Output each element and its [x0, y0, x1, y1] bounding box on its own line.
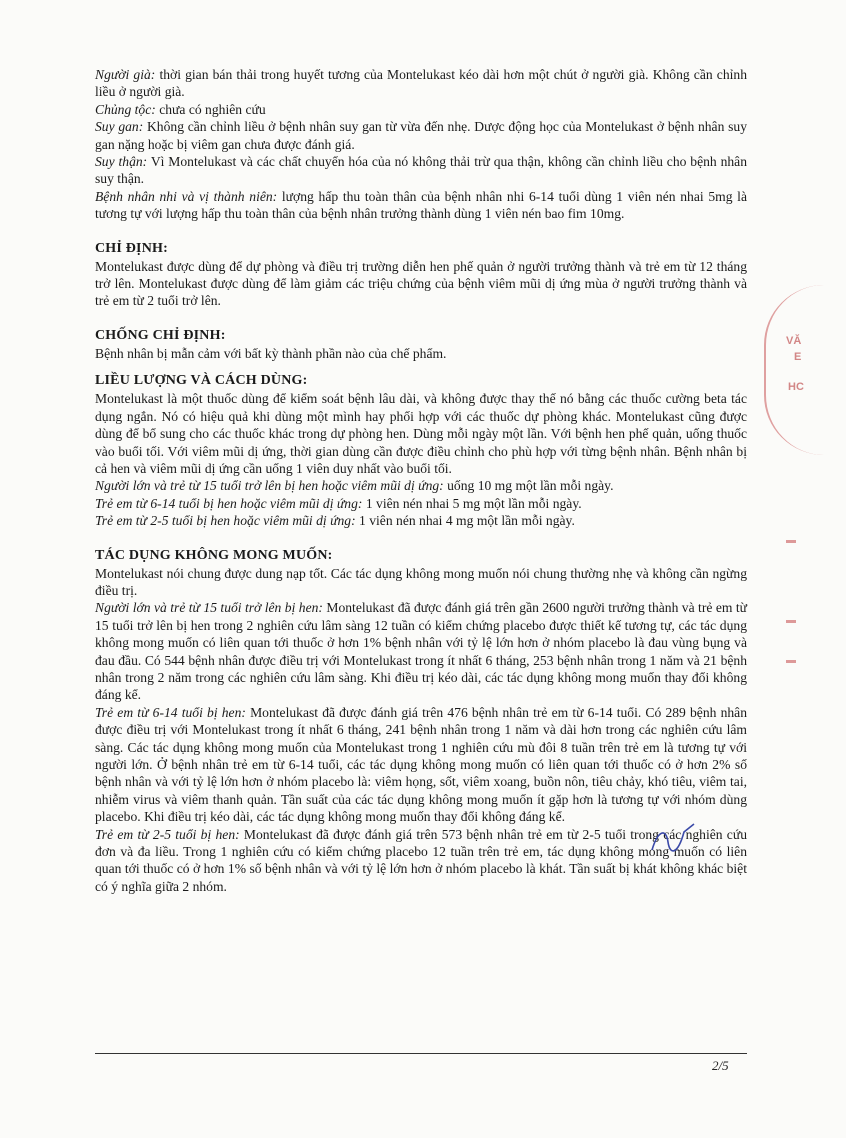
section-dosage — [95, 372, 747, 529]
section-special-populations — [95, 66, 747, 223]
paragraph-text: thời gian bán thải trong huyết tương của Montelukast kéo dài hơn một chút ở người già. Không cần chỉnh liều ở người già. — [95, 67, 747, 100]
dose-text: 1 viên nén nhai 4 mg một lần mỗi ngày. — [355, 513, 575, 529]
spacer — [95, 530, 747, 547]
section-heading: CHỐNG CHỈ ĐỊNH: — [95, 327, 226, 343]
dose-item — [95, 477, 747, 494]
edge-mark — [786, 660, 796, 663]
paragraph-elderly — [95, 66, 747, 101]
spacer — [95, 362, 747, 372]
paragraph-text: chưa có nghiên cứu — [155, 101, 266, 117]
paragraph-renal — [95, 153, 747, 188]
edge-mark — [786, 620, 796, 623]
group-text: Montelukast đã được đánh giá trên 573 bệnh nhân trẻ em từ 2-5 tuổi trong các nghiên cứu đơn và đa liều. Trong 1 nghiên cứu có kiểm chứng placebo 12 tuần trên trẻ em, tác dụng không mong muốn có liên quan tới thuốc có ở hơn 1% số bệnh nhân và với tỷ lệ lớn hơn ở nhóm placebo là khát. Tần suất bị khát không khác biệt có ý nghĩa giữa 2 nhóm. — [95, 826, 748, 894]
section-text: Bệnh nhân bị mẫn cảm với bất kỳ thành phần nào của chế phẩm. — [95, 345, 447, 361]
group-text: Montelukast đã được đánh giá trên 476 bệnh nhân trẻ em từ 6-14 tuổi. Có 289 bệnh nhân được điều trị với Montelukast trong ít nhất 6 tháng, 241 bệnh nhân trong 1 năm và dài hơn trong các nghiên cứu lâm sàng. Các tác dụng không mong muốn của Montelukast trong 1 nghiên cứu mù đôi 8 tuần trên trẻ em là tương tự với người lớn. Ở bệnh nhân trẻ em từ 6-14 tuổi, các tác dụng không mong muốn có liên quan tới thuốc có ở hơn 2% số bệnh nhân và với tỷ lệ lớn hơn ở nhóm placebo là: viêm họng, sốt, viêm xoang, buồn nôn, tiêu chảy, khó tiêu, viêm tai, nhiễm virus và viêm thanh quản. Tần suất của các tác dụng không mong muốn ít gặp hơn là tương tự với nhóm dùng placebo. Khi điều trị kéo dài, các tác dụng không mong muốn thay đổi không đáng kể. — [95, 704, 747, 825]
lead-label: Trẻ em từ 6-14 tuổi bị hen: — [95, 704, 246, 720]
lead-label: Trẻ em từ 2-5 tuổi bị hen hoặc viêm mũi dị ứng: — [95, 513, 356, 529]
pen-mark-icon — [648, 820, 698, 860]
stamp-text: E — [794, 351, 802, 363]
lead-label: Người già: — [95, 67, 156, 82]
dose-text: uống 10 mg một lần mỗi ngày. — [443, 478, 614, 494]
lead-label: Người lớn và trẻ từ 15 tuổi trở lên bị hen hoặc viêm mũi dị ứng: — [95, 478, 444, 494]
paragraph-text: Vì Montelukast và các chất chuyển hóa của nó không thải trừ qua thận, không cần chỉnh liều cho bệnh nhân suy thận. — [95, 154, 747, 187]
paragraph-pediatric — [95, 188, 747, 223]
spacer — [95, 223, 747, 240]
lead-label: Bệnh nhân nhi và vị thành niên: — [95, 188, 278, 204]
lead-label: Suy thận: — [95, 154, 148, 170]
lead-label: Chủng tộc: — [95, 101, 156, 117]
document-body — [95, 66, 747, 895]
adverse-group — [95, 704, 747, 826]
section-heading: TÁC DỤNG KHÔNG MONG MUỐN: — [95, 547, 333, 563]
section-contraindications — [95, 327, 747, 362]
paragraph-race — [95, 101, 747, 118]
dose-item — [95, 495, 747, 512]
paragraph-hepatic — [95, 118, 747, 153]
stamp-text: VĂ — [786, 335, 802, 347]
page-number: 2/5 — [712, 1058, 729, 1073]
lead-label: Trẻ em từ 2-5 tuổi bị hen: — [95, 826, 240, 842]
section-heading: LIỀU LƯỢNG VÀ CÁCH DÙNG: — [95, 373, 308, 389]
section-heading: CHỈ ĐỊNH: — [95, 240, 168, 256]
spacer — [95, 310, 747, 327]
edge-mark — [786, 540, 796, 543]
lead-label: Người lớn và trẻ từ 15 tuổi trở lên bị hen: — [95, 600, 323, 616]
dose-text: 1 viên nén nhai 5 mg một lần mỗi ngày. — [362, 495, 582, 511]
paragraph-text: lượng hấp thu toàn thân của bệnh nhân nhi 6-14 tuổi dùng 1 viên nén nhai 5mg là tương tự với lượng hấp thu toàn thân của bệnh nhân trưởng thành dùng 1 viên nén bao fim 10mg. — [95, 188, 747, 222]
stamp-text: HC — [788, 381, 804, 393]
section-indications — [95, 240, 747, 310]
stamp-seal — [764, 285, 846, 455]
section-text: Montelukast được dùng để dự phòng và điều trị trường diễn hen phế quản ở người trưởng thành và trẻ em từ 12 tháng trở lên. Montelukast được dùng để làm giảm các triệu chứng của bệnh viêm mũi dị ứng mùa ở người trưởng thành và trẻ em từ 2 tuổi trở lên. — [95, 258, 747, 309]
dose-item — [95, 512, 747, 529]
section-text: Montelukast nói chung được dung nạp tốt. Các tác dụng không mong muốn nói chung thường nhẹ và không cần ngừng điều trị. — [95, 565, 747, 598]
paragraph-text: Không cần chỉnh liều ở bệnh nhân suy gan từ vừa đến nhẹ. Dược động học của Montelukast ở bệnh nhân suy gan nặng hoặc bị viêm gan chưa được đánh giá. — [95, 119, 747, 152]
lead-label: Trẻ em từ 6-14 tuổi bị hen hoặc viêm mũi dị ứng: — [95, 495, 363, 511]
lead-label: Suy gan: — [95, 119, 144, 135]
footer-rule — [95, 1053, 747, 1054]
adverse-group — [95, 599, 747, 703]
group-text: Montelukast đã được đánh giá trên gần 2600 người trưởng thành và trẻ em từ 15 tuổi trở lên bị hen trong 2 nghiên cứu lâm sàng 12 tuần có kiểm chứng placebo được thiết kế tương tự, các tác dụng không mong muốn có liên quan tới thuốc ở hơn 1% bệnh nhân với tỷ lệ lớn hơn ở nhóm placebo là đau vùng bụng và đau đầu. Có 544 bệnh nhân được điều trị với Montelukast trong ít nhất 6 tháng, 253 bệnh nhân trong 1 năm và 21 bệnh nhân trong 2 năm trong các nghiên cứu lâm sàng. Khi điều trị kéo dài, các tác dụng không mong muốn thay đổi không đáng kể. — [95, 600, 747, 703]
section-text: Montelukast là một thuốc dùng để kiểm soát bệnh lâu dài, và không được thay thế nó bằng các thuốc cường beta tác dụng ngắn. Nó có hiệu quả khi dùng một mình hay phối hợp với các thuốc dự phòng khác. Montelukast cũng được dùng để bổ sung cho các thuốc khác trong dự phòng hen. Dùng mỗi ngày một lần. Với bệnh hen phế quản, uống thuốc vào buổi tối. Với viêm mũi dị ứng, thời gian dùng cần được điều chỉnh cho phù hợp với từng bệnh nhân. Bệnh nhân bị cả hen và viêm mũi dị ứng cần uống 1 viên duy nhất vào buổi tối. — [95, 391, 747, 476]
